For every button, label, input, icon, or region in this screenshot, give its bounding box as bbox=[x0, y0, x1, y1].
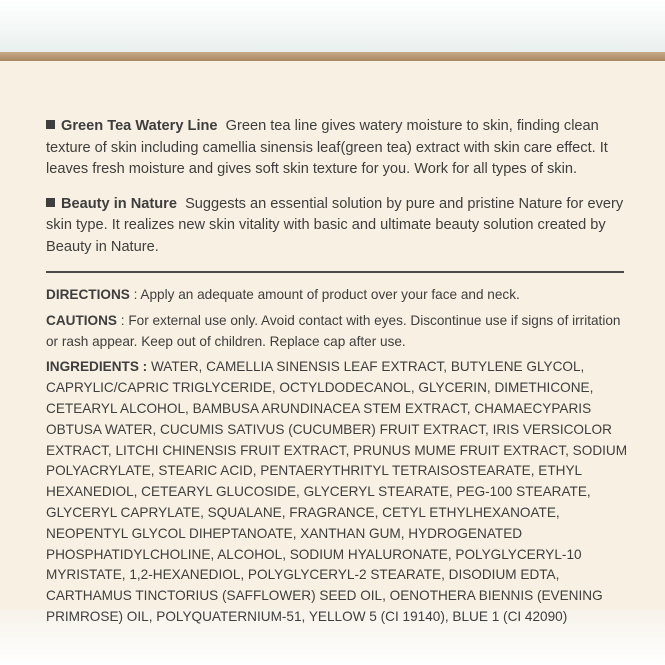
ingredients-label: INGREDIENTS : bbox=[46, 359, 148, 375]
beauty-body: Suggests an essential solution by pure and pristine Nature for every skin type. It realizes new skin vitality with basic and ultimate beauty solution created by Beauty in Nature. bbox=[46, 195, 624, 255]
beauty-paragraph bbox=[46, 194, 632, 259]
divider-line bbox=[46, 271, 624, 273]
directions-paragraph bbox=[46, 285, 632, 306]
cautions-paragraph bbox=[46, 311, 632, 353]
ingredients-text: WATER, CAMELLIA SINENSIS LEAF EXTRACT, BUTYLENE GLYCOL, CAPRYLIC/CAPRIC TRIGLYCERIDE, OCTYLDODECANOL, GLYCERIN, DIMETHICONE, CETEARYL ALCOHOL, BAMBUSA ARUNDINACEA STEM EXTRACT, CHAMAECYPARIS OBTUSA WATER, CUCUMIS SATIVUS (CUCUMBER) FRUIT EXTRACT, IRIS VERSICOLOR EXTRACT, LITCHI CHINENSIS FRUIT EXTRACT, PRUNUS MUME FRUIT EXTRACT, SODIUM POLYACRYLATE, STEARIC ACID, PENTAERYTHRITYL TETRAISOSTEARATE, ETHYL HEXANEDIOL, CETEARYL GLUCOSIDE, GLYCERYL STEARATE, PEG-100 STEARATE, GLYCERYL CAPRYLATE, SQUALANE, FRAGRANCE, CETYL ETHYLHEXANOATE, NEOPENTYL GLYCOL DIHEPTANOATE, XANTHAN GUM, HYDROGENATED PHOSPHATIDYLCHOLINE, ALCOHOL, SODIUM HYALURONATE, POLYGLYCERYL-10 MYRISTATE, 1,2-HEXANEDIOL, POLYGLYCERYL-2 STEARATE, DISODIUM EDTA, CARTHAMUS TINCTORIUS (SAFFLOWER) SEED OIL, OENOTHERA BIENNIS (EVENING PRIMROSE) OIL, POLYQUATERNIUM-51, YELLOW 5 (CI 19140), BLUE 1 (CI 42090) bbox=[46, 359, 628, 624]
directions-label: DIRECTIONS bbox=[46, 287, 130, 302]
beauty-heading: Beauty in Nature bbox=[61, 195, 177, 212]
package-top-edge bbox=[0, 0, 665, 52]
package-top-band bbox=[0, 52, 665, 61]
square-bullet-icon bbox=[46, 198, 55, 207]
label-text-content bbox=[46, 116, 632, 628]
cautions-label: CAUTIONS bbox=[46, 312, 117, 328]
directions-text: : Apply an adequate amount of product over your face and neck. bbox=[129, 287, 520, 302]
square-bullet-icon bbox=[46, 120, 55, 129]
ingredients-paragraph bbox=[46, 357, 632, 627]
green-tea-body: Green tea line gives watery moisture to skin, finding clean texture of skin including camellia sinensis leaf(green tea) extract with skin care effect. It leaves fresh moisture and gives soft skin texture for you. Work for all types of skin. bbox=[46, 118, 608, 177]
green-tea-paragraph bbox=[46, 116, 632, 181]
cautions-text: : For external use only. Avoid contact with eyes. Discontinue use if signs of irritation or rash appear. Keep out of children. Replace cap after use. bbox=[46, 312, 621, 349]
green-tea-heading: Green Tea Watery Line bbox=[61, 118, 218, 134]
